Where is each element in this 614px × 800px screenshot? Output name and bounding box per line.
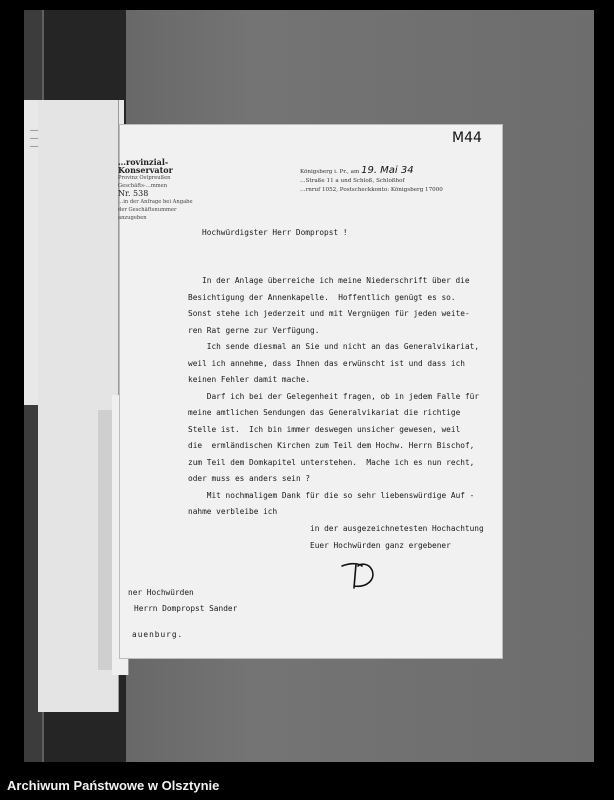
folio-number: M44	[452, 130, 482, 146]
address-line: Herrn Dompropst Sander	[134, 604, 238, 613]
handwritten-initial-mark	[338, 558, 386, 592]
stamp-line: Provinz Ostpreußen	[118, 175, 171, 181]
letterhead-phone: …rnruf 1052, Postscheckkonto: Königsberg 17000	[300, 187, 443, 193]
body-line: oder muss es anders sein ?	[188, 474, 311, 483]
letterhead-address: …Straße 11 a und Schloß, Schloßhof	[300, 178, 405, 184]
body-line: nahme verbleibe ich	[188, 507, 278, 516]
closing-line: Euer Hochwürden ganz ergebener	[310, 541, 451, 550]
address-line: ner Hochwürden	[128, 588, 194, 597]
body-line: ren Rat gerne zur Verfügung.	[188, 326, 320, 335]
letterhead	[300, 166, 460, 195]
body-line: keinen Fehler damit mache.	[188, 375, 311, 384]
body-line: Mit nochmaligem Dank für die so sehr liebenswürdige Auf -	[188, 491, 475, 500]
office-stamp	[118, 158, 193, 228]
letterhead-place: Königsberg i. Pr., am	[300, 169, 360, 175]
body-line: Besichtigung der Annenkapelle. Hoffentlich genügt es so.	[188, 293, 456, 302]
archive-label: Archiwum Państwowe w Olsztynie	[7, 778, 220, 793]
body-line: Stelle ist. Ich bin immer deswegen unsicher gewesen, weil	[188, 425, 461, 434]
stamp-title: …rovinzial-Konservator	[118, 157, 173, 175]
body-line: Sonst stehe ich jederzeit und mit Vergnügen für jeden weite-	[188, 309, 470, 318]
body-line: In der Anlage überreiche ich meine Niederschrift über die	[202, 276, 470, 285]
salutation: Hochwürdigster Herr Dompropst !	[202, 228, 348, 237]
handwritten-date: 19. Mai 34	[361, 165, 414, 176]
stamp-line: Geschäfts-…mmen	[118, 183, 168, 189]
body-line: weil ich annehme, dass Ihnen das erwünscht ist und dass ich	[188, 359, 465, 368]
body-line: Ich sende diesmal an Sie und nicht an das Generalvikariat,	[188, 342, 480, 351]
body-line: meine amtlichen Sendungen das Generalvikariat die richtige	[188, 408, 461, 417]
body-line: die ermländischen Kirchen zum Teil dem Hochw. Herrn Bischof,	[188, 441, 475, 450]
stamp-footer: …in der Anfrage bei Angabe der Geschäftsnummer anzugeben	[118, 199, 193, 221]
stamp-number: Nr. 538	[118, 189, 149, 198]
closing-line: in der ausgezeichnetesten Hochachtung	[310, 524, 484, 533]
body-line: Darf ich bei der Gelegenheit fragen, ob in jedem Falle für	[188, 392, 480, 401]
address-line: auenburg.	[132, 630, 184, 639]
body-line: zum Teil dem Domkapitel unterstehen. Mache ich es nun recht,	[188, 458, 475, 467]
